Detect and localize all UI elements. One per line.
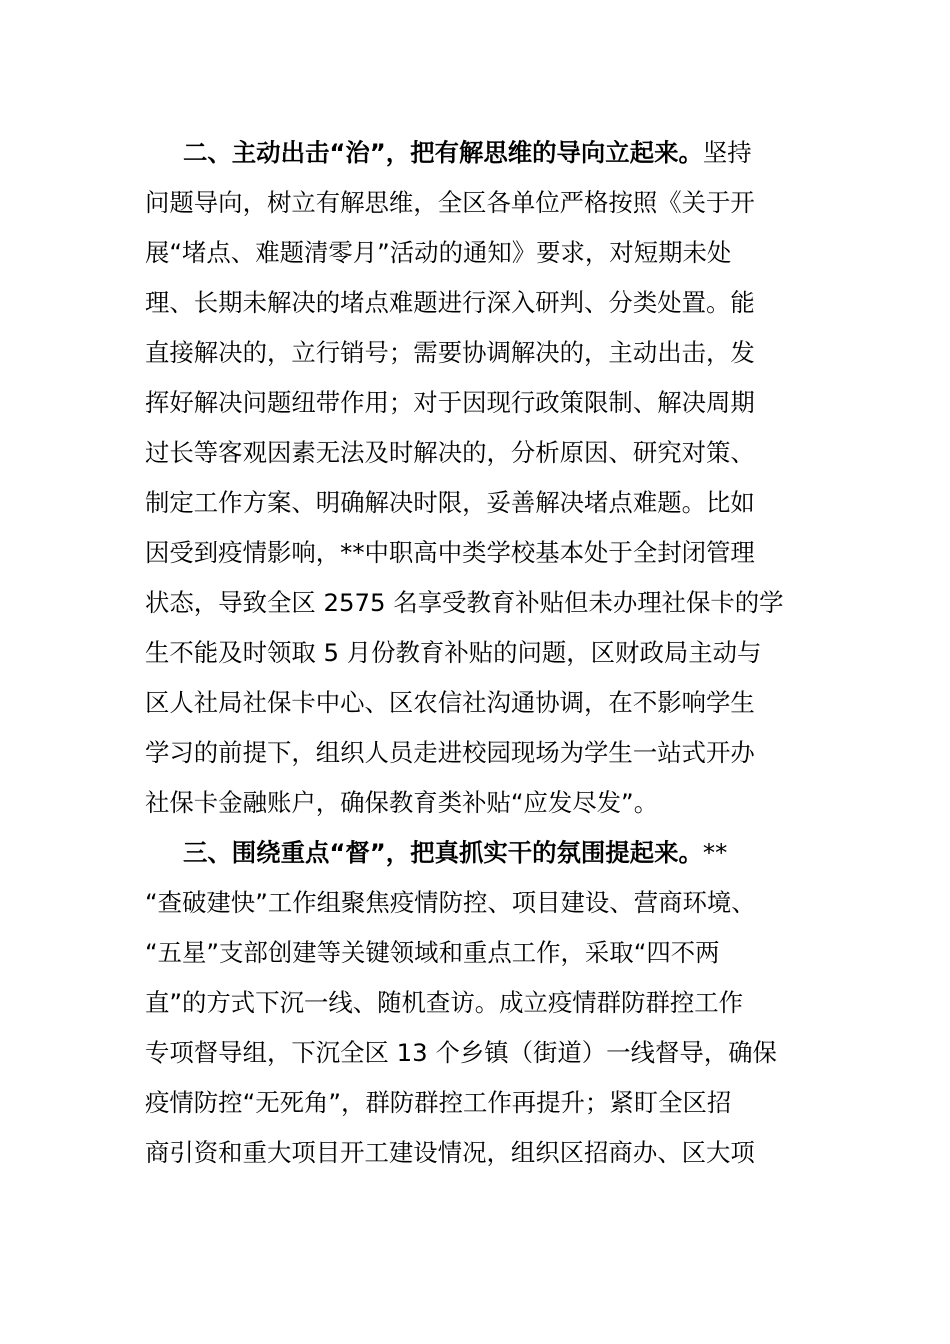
paragraph-line: 社保卡金融账户，确保教育类补贴“应发尽发”。 xyxy=(145,788,659,817)
paragraph-line: 二、主动出击“治”，把有解思维的导向立起来。坚持 xyxy=(183,138,752,167)
section-heading-3: 三、围绕重点“督”，把真抓实干的氛围提起来。 xyxy=(183,838,703,867)
paragraph-line: 学习的前提下，组织人员走进校园现场为学生一站式开办 xyxy=(145,738,755,767)
paragraph-line: 三、围绕重点“督”，把真抓实干的氛围提起来。** xyxy=(183,838,728,867)
paragraph-line: 疫情防控“无死角”，群防群控工作再提升；紧盯全区招 xyxy=(145,1088,732,1117)
section-heading-2: 二、主动出击“治”，把有解思维的导向立起来。 xyxy=(183,138,703,167)
paragraph-line: 直”的方式下沉一线、随机查访。成立疫情群防群控工作 xyxy=(145,988,744,1017)
paragraph-line: 过长等客观因素无法及时解决的，分析原因、研究对策、 xyxy=(145,438,755,467)
paragraph-line: 专项督导组，下沉全区 13 个乡镇（街道）一线督导，确保 xyxy=(145,1038,777,1067)
body-text xyxy=(145,128,810,1178)
paragraph-line: 生不能及时领取 5 月份教育补贴的问题，区财政局主动与 xyxy=(145,638,762,667)
paragraph-line: 理、长期未解决的堵点难题进行深入研判、分类处置。能 xyxy=(145,288,755,317)
paragraph-line: 商引资和重大项目开工建设情况，组织区招商办、区大项 xyxy=(145,1138,755,1167)
paragraph-line: 直接解决的，立行销号；需要协调解决的，主动出击，发 xyxy=(145,338,755,367)
paragraph-line: “查破建快”工作组聚焦疫情防控、项目建设、营商环境、 xyxy=(145,888,756,917)
paragraph-line: 展“堵点、难题清零月”活动的通知》要求，对短期未处 xyxy=(145,238,732,267)
paragraph-line: 制定工作方案、明确解决时限，妥善解决堵点难题。比如 xyxy=(145,488,755,517)
paragraph-line: 问题导向，树立有解思维，全区各单位严格按照《关于开 xyxy=(145,188,755,217)
paragraph-line: 挥好解决问题纽带作用；对于因现行政策限制、解决周期 xyxy=(145,388,755,417)
paragraph-line: 因受到疫情影响，**中职高中类学校基本处于全封闭管理 xyxy=(145,538,755,567)
paragraph-line: 区人社局社保卡中心、区农信社沟通协调，在不影响学生 xyxy=(145,688,755,717)
paragraph-line: 状态，导致全区 2575 名享受教育补贴但未办理社保卡的学 xyxy=(145,588,784,617)
paragraph-line: “五星”支部创建等关键领域和重点工作，采取“四不两 xyxy=(145,938,720,967)
